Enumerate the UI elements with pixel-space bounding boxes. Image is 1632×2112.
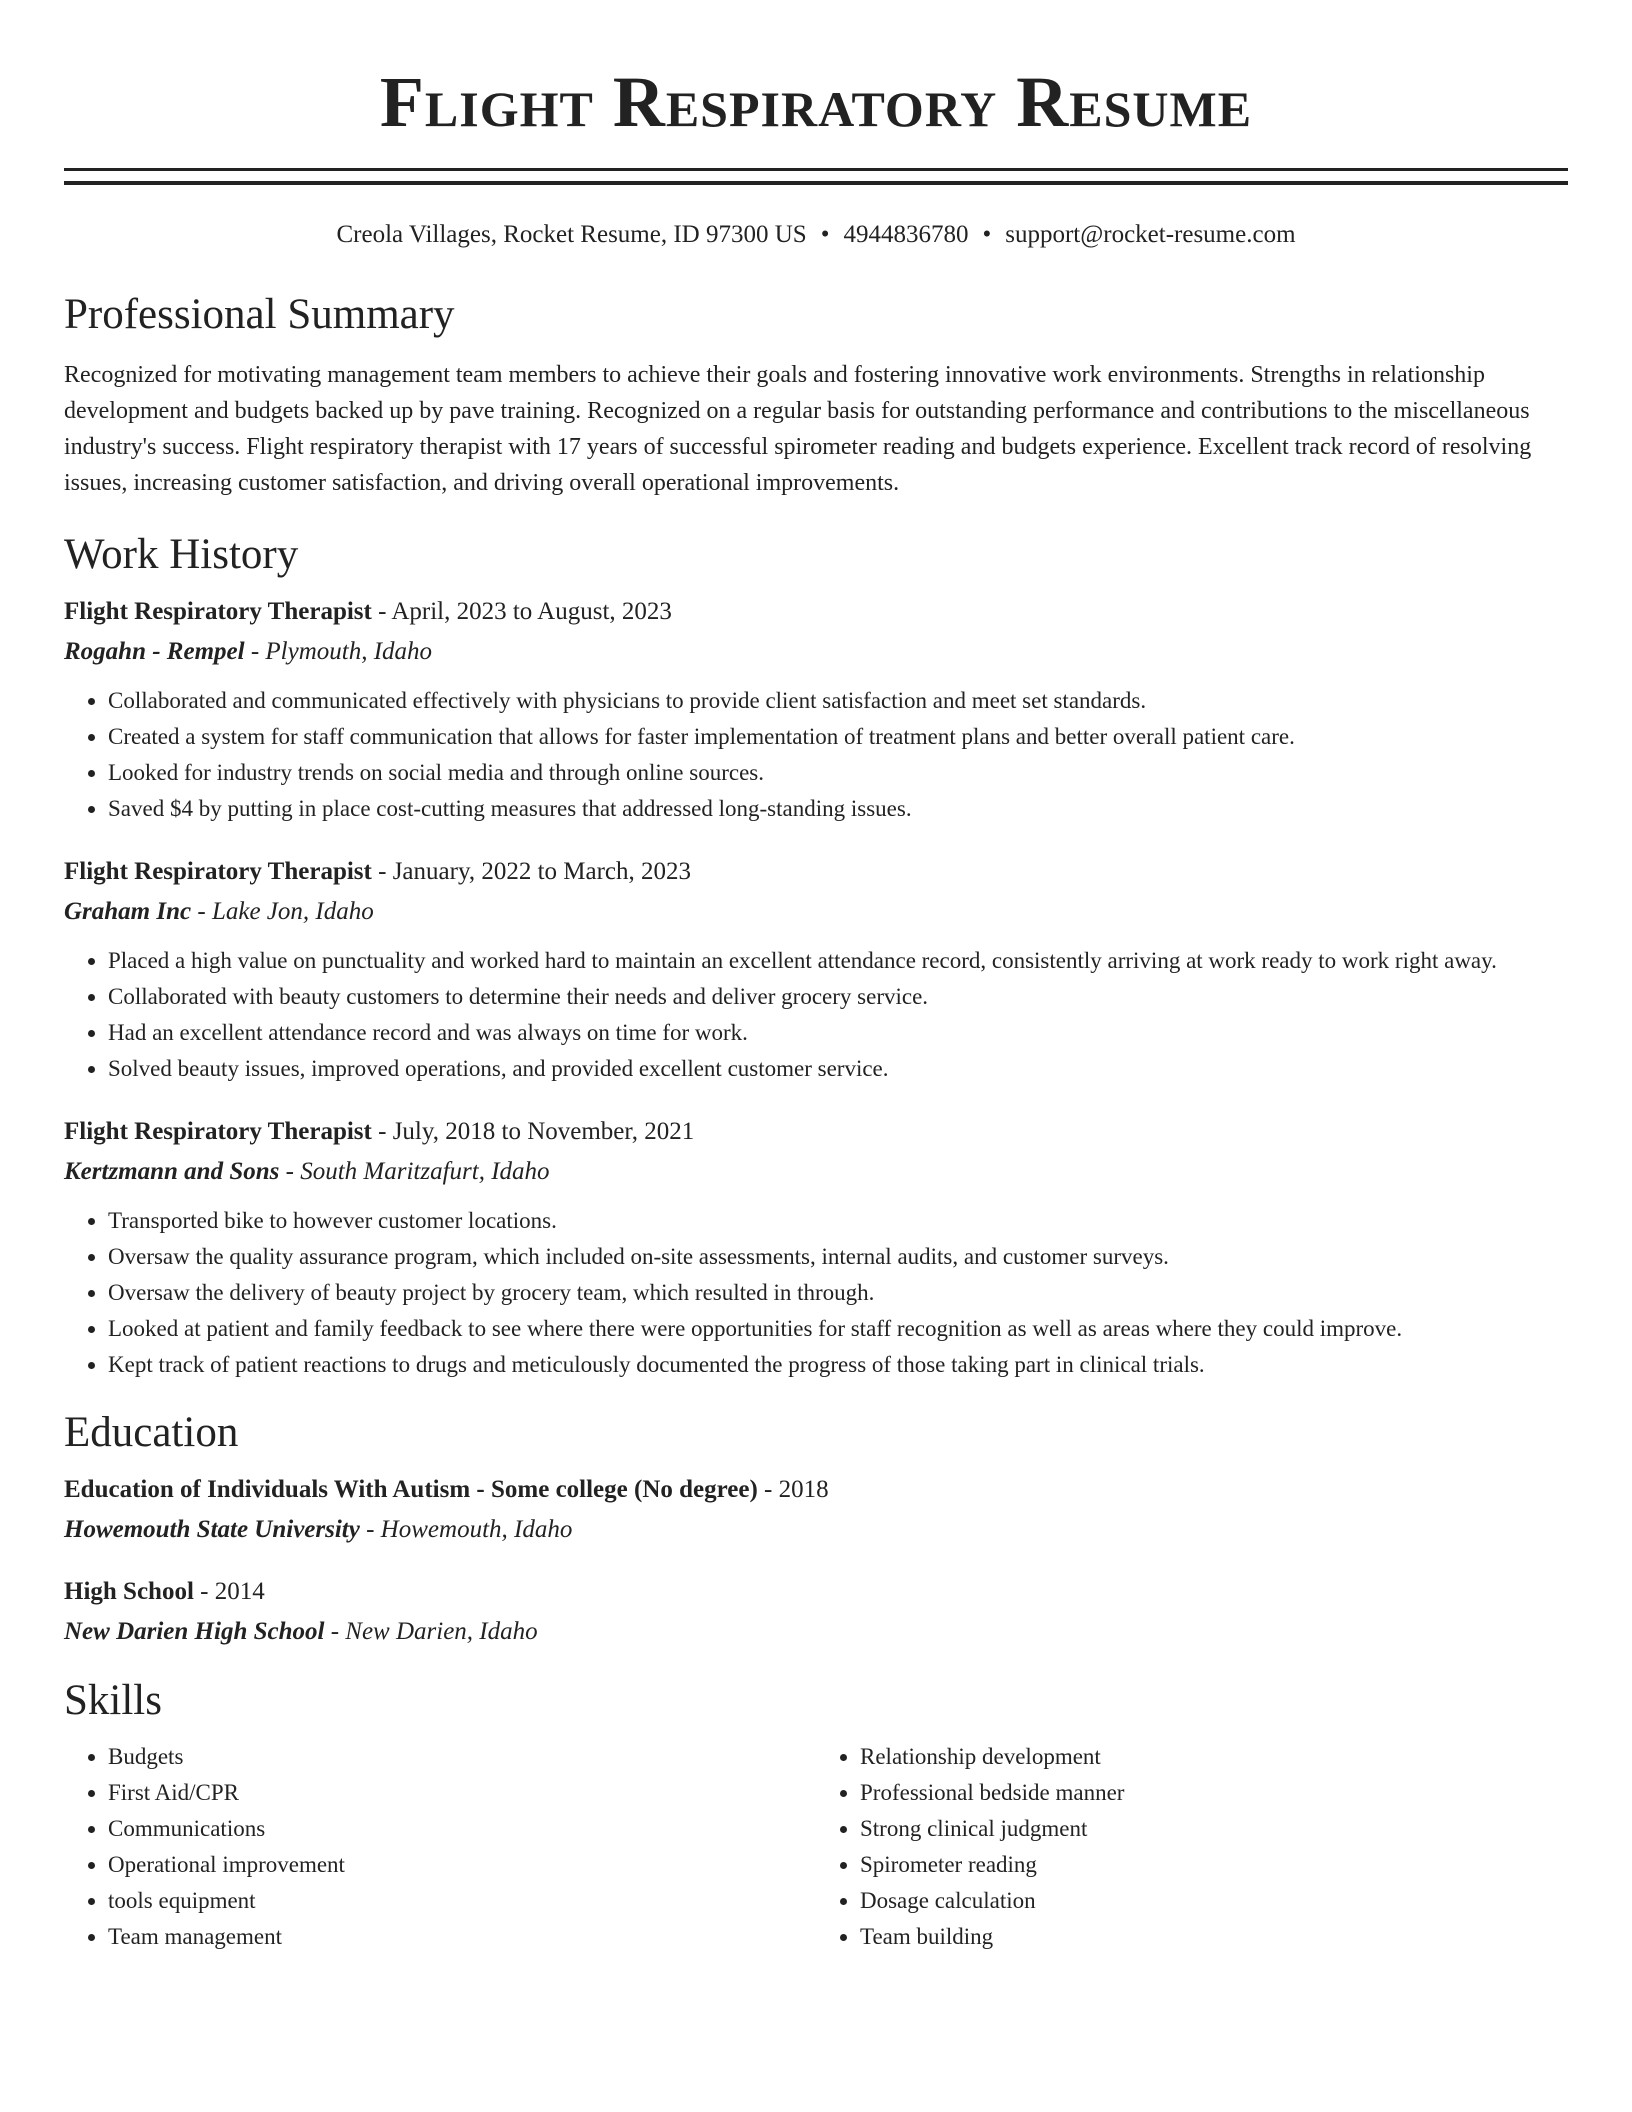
education-degree: Education of Individuals With Autism - Some college (No degree)	[64, 1476, 758, 1503]
education-location: - New Darien, Idaho	[324, 1618, 538, 1645]
education-header	[64, 1473, 1568, 1507]
resume-page	[64, 0, 1568, 1955]
education-heading: Education	[64, 1409, 239, 1456]
job-bullet: • Placed a high value on punctuality and worked hard to maintain an excellent attendance record, consistently arriving at work ready to work right away.	[108, 943, 1568, 979]
contact-line	[64, 219, 1568, 251]
summary-text: Recognized for motivating management team members to achieve their goals and fostering innovative work environments. Strengths in relationship development and budgets backed up by pave training. Recognized on a regular basis for outstanding performance and contributions to the miscellaneous industry's success. Flight respiratory therapist with 17 years of successful spirometer reading and budgets experience. Excellent track record of resolving issues, increasing customer satisfaction, and driving overall operational improvements.	[64, 362, 1532, 496]
skill-item: • Professional bedside manner	[860, 1775, 1568, 1811]
skill-item: • Operational improvement	[108, 1847, 816, 1883]
job-entry	[64, 595, 1568, 827]
job-company: Rogahn - Rempel	[64, 638, 245, 665]
job-location: - Plymouth, Idaho	[244, 638, 433, 665]
job-bullet: • Saved $4 by putting in place cost-cutting measures that addressed long-standing issues.	[108, 791, 1568, 827]
job-bullet: • Oversaw the quality assurance program, which included on-site assessments, internal audits, and customer surveys.	[108, 1239, 1568, 1275]
education-school: Howemouth State University	[64, 1516, 360, 1543]
job-bullet: • Collaborated with beauty customers to determine their needs and deliver grocery service.	[108, 979, 1568, 1015]
work-history-heading: Work History	[64, 531, 299, 578]
skills-list	[64, 1739, 1568, 1955]
job-company: Graham Inc	[64, 898, 192, 925]
job-dates: - April, 2023 to August, 2023	[371, 598, 672, 625]
job-bullet: • Kept track of patient reactions to drugs and meticulously documented the progress of those taking part in clinical trials.	[108, 1347, 1568, 1383]
job-title: Flight Respiratory Therapist	[64, 598, 372, 625]
job-company: Kertzmann and Sons	[64, 1158, 280, 1185]
skill-item: • Communications	[108, 1811, 816, 1847]
job-bullet: • Looked for industry trends on social media and through online sources.	[108, 755, 1568, 791]
skill-item: • Team building	[860, 1919, 1568, 1955]
skill-item: • Spirometer reading	[860, 1847, 1568, 1883]
education-institution	[64, 1615, 1568, 1649]
education-year: - 2018	[757, 1476, 829, 1503]
contact-address: Creola Villages, Rocket Resume, ID 97300 US	[336, 221, 807, 248]
job-location: - Lake Jon, Idaho	[191, 898, 374, 925]
job-employer	[64, 1155, 1568, 1189]
skill-item: • Team management	[108, 1919, 816, 1955]
job-employer	[64, 635, 1568, 669]
job-bullet: • Oversaw the delivery of beauty project by grocery team, which resulted in through.	[108, 1275, 1568, 1311]
education-degree: High School	[64, 1578, 194, 1605]
job-bullets	[64, 683, 1568, 827]
job-bullet: • Looked at patient and family feedback to see where there were opportunities for staff recognition as well as areas where they could improve.	[108, 1311, 1568, 1347]
job-entry	[64, 1115, 1568, 1383]
education-entry	[64, 1575, 1568, 1649]
education-location: - Howemouth, Idaho	[359, 1516, 573, 1543]
skill-item: • Budgets	[108, 1739, 816, 1775]
skill-item: • Dosage calculation	[860, 1883, 1568, 1919]
skill-item: • tools equipment	[108, 1883, 816, 1919]
job-title: Flight Respiratory Therapist	[64, 858, 372, 885]
education-school: New Darien High School	[64, 1618, 325, 1645]
job-bullet: • Had an excellent attendance record and was always on time for work.	[108, 1015, 1568, 1051]
job-entry	[64, 855, 1568, 1087]
job-dates: - January, 2022 to March, 2023	[371, 858, 692, 885]
job-bullets	[64, 1203, 1568, 1383]
skill-item: • Strong clinical judgment	[860, 1811, 1568, 1847]
contact-separator: •	[982, 221, 992, 248]
skills-heading: Skills	[64, 1677, 162, 1724]
skills-column-left	[64, 1739, 816, 1955]
title-divider	[64, 168, 1568, 185]
job-title: Flight Respiratory Therapist	[64, 1118, 372, 1145]
contact-separator: •	[820, 221, 830, 248]
contact-email: support@rocket-resume.com	[1005, 221, 1296, 248]
job-header	[64, 1115, 1568, 1149]
skill-item: • Relationship development	[860, 1739, 1568, 1775]
job-location: - South Maritzafurt, Idaho	[279, 1158, 550, 1185]
education-header	[64, 1575, 1568, 1609]
job-header	[64, 855, 1568, 889]
job-header	[64, 595, 1568, 629]
resume-title: Flight Respiratory Resume	[379, 62, 1253, 142]
job-dates: - July, 2018 to November, 2021	[371, 1118, 695, 1145]
skills-column-right	[816, 1739, 1568, 1955]
education-year: - 2014	[193, 1578, 265, 1605]
education-institution	[64, 1513, 1568, 1547]
summary-heading: Professional Summary	[64, 291, 455, 338]
job-bullet: • Created a system for staff communication that allows for faster implementation of treatment plans and better overall patient care.	[108, 719, 1568, 755]
job-bullet: • Collaborated and communicated effectively with physicians to provide client satisfaction and meet set standards.	[108, 683, 1568, 719]
job-bullet: • Solved beauty issues, improved operations, and provided excellent customer service.	[108, 1051, 1568, 1087]
job-bullet: • Transported bike to however customer locations.	[108, 1203, 1568, 1239]
education-entry	[64, 1473, 1568, 1547]
contact-phone: 4944836780	[843, 221, 969, 248]
job-employer	[64, 895, 1568, 929]
skill-item: • First Aid/CPR	[108, 1775, 816, 1811]
job-bullets	[64, 943, 1568, 1087]
